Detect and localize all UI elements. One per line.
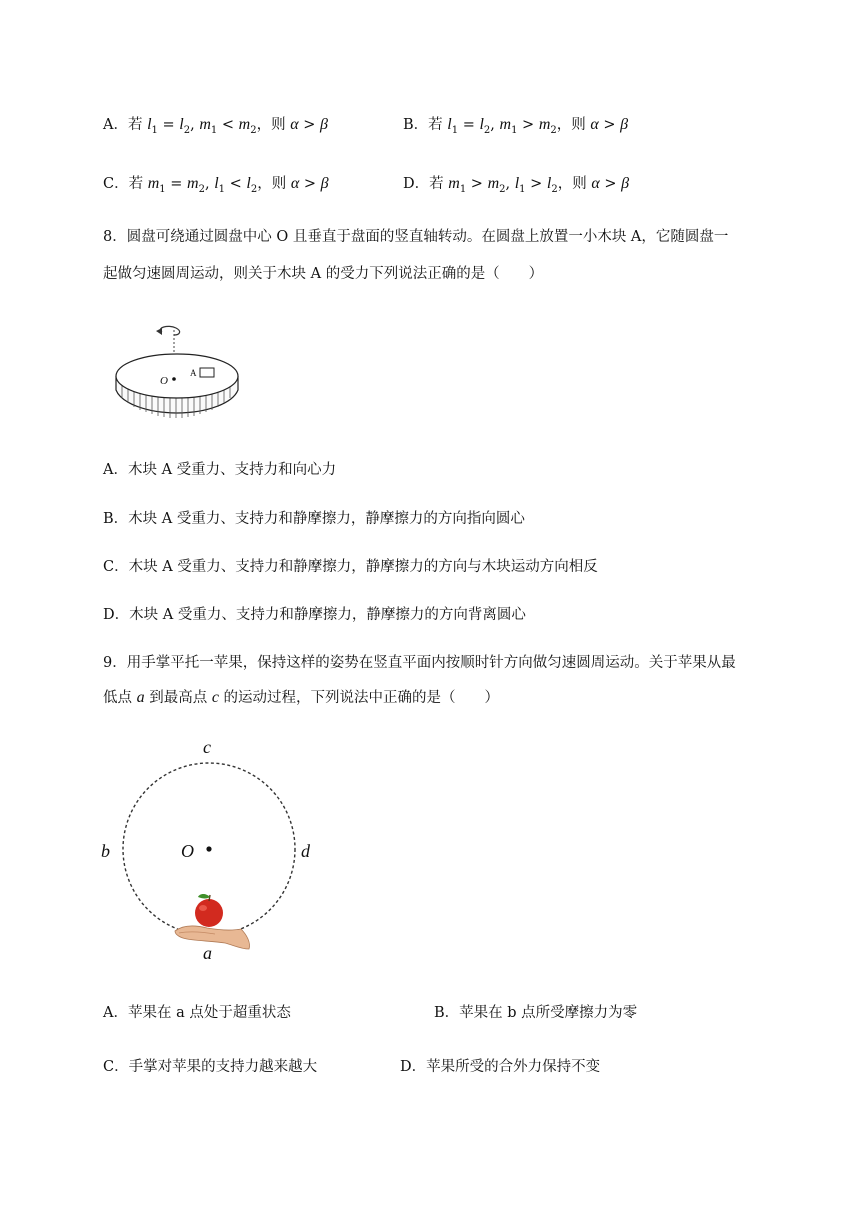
point-d-label: d	[301, 841, 310, 861]
q8-option-c: C．木块 A 受重力、支持力和静摩擦力，静摩擦力的方向与木块运动方向相反	[103, 559, 598, 575]
q7-option-d: D．若 $m_1 > m_2$, $l_1 > l_2$，则 α > β	[403, 175, 630, 195]
q8-option-a: A．木块 A 受重力、支持力和向心力	[103, 462, 337, 478]
q9-option-b: B．苹果在 b 点所受摩擦力为零	[434, 1005, 638, 1021]
q9-stem-line-1: 9．用手掌平托一苹果，保持这样的姿势在竖直平面内按顺时针方向做匀速圆周运动。关于苹果从最	[103, 655, 736, 671]
q7-option-a: A．若 $l_1 = l_2$, $m_1 < m_2$，则 α > β	[103, 116, 328, 136]
block-label: A	[190, 368, 197, 378]
point-a-label: a	[203, 943, 212, 963]
q7-option-c: C．若 $m_1 = m_2$, $l_1 < l_2$，则 α > β	[103, 175, 329, 195]
q8-option-b: B．木块 A 受重力、支持力和静摩擦力，静摩擦力的方向指向圆心	[103, 511, 525, 527]
q7-option-b: B．若 $l_1 = l_2$, $m_1 > m_2$，则 α > β	[403, 116, 629, 136]
hand-with-apple-icon	[175, 894, 250, 949]
q9-option-a: A．苹果在 a 点处于超重状态	[103, 1005, 291, 1021]
q9-option-d: D．苹果所受的合外力保持不变	[400, 1059, 601, 1075]
disk-center-label: O	[160, 375, 168, 387]
q8-option-d: D．木块 A 受重力、支持力和静摩擦力，静摩擦力的方向背离圆心	[103, 607, 526, 623]
q8-stem-line-1: 8．圆盘可绕通过圆盘中心 O 且垂直于盘面的竖直轴转动。在圆盘上放置一小木块 A，它随圆盘一	[103, 229, 729, 245]
center-o-label: O	[181, 841, 194, 861]
q9-stem-line-2: 低点 a 到最高点 c 的运动过程，下列说法中正确的是（ ）	[103, 689, 500, 706]
vertical-circle-figure	[95, 735, 335, 965]
point-b-label: b	[101, 841, 110, 861]
q9-option-c: C．手掌对苹果的支持力越来越大	[103, 1059, 318, 1075]
rotating-disk-figure	[112, 318, 242, 428]
q8-stem-line-2: 起做匀速圆周运动，则关于木块 A 的受力下列说法正确的是（ ）	[103, 266, 544, 282]
point-c-label: c	[203, 737, 211, 757]
